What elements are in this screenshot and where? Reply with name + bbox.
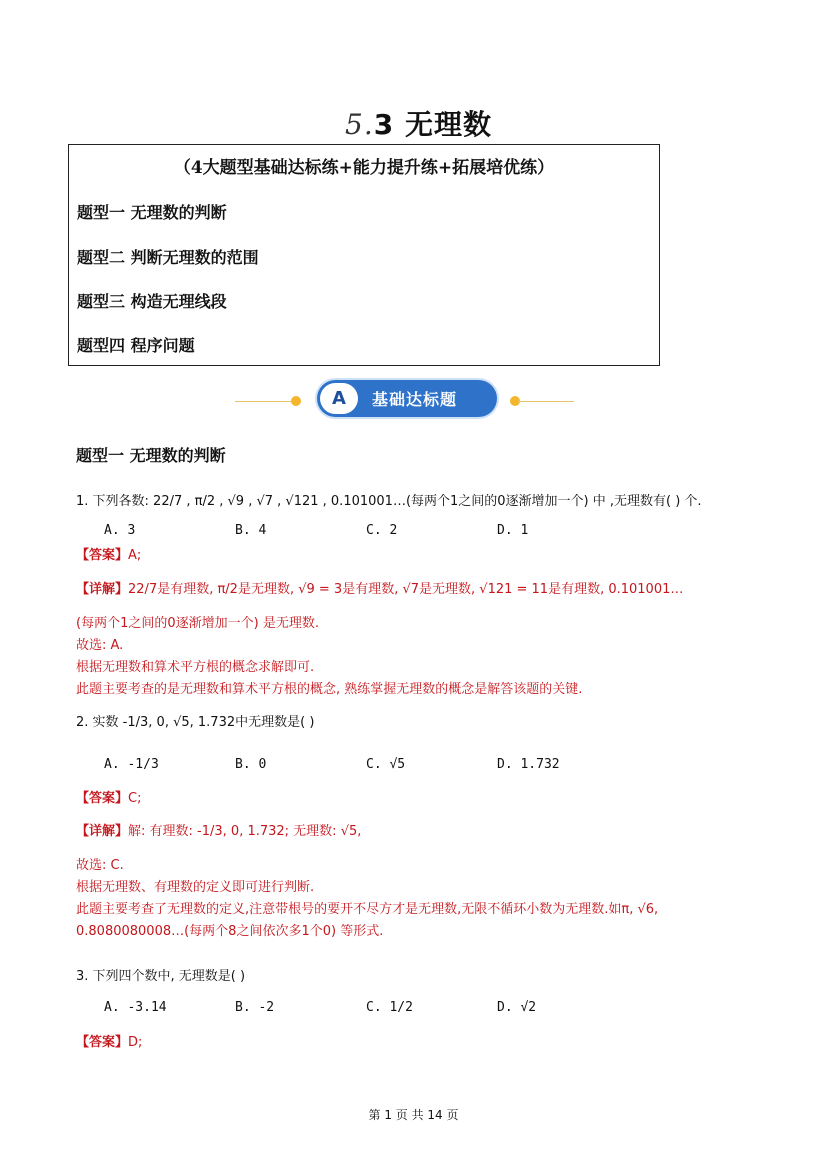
q2-note-1: 根据无理数、有理数的定义即可进行判断. (76, 880, 315, 895)
q2-stem: 2. 实数 -1/3, 0, √5, 1.732中无理数是( ) (76, 715, 315, 730)
q2-note-3: 0.8080080008…(每两个8之间依次多1个0) 等形式. (76, 924, 384, 939)
q1-option-c: C. 2 (366, 523, 398, 538)
q1-detail: 【详解】22/7是有理数, π/2是无理数, √9 = 3是有理数, √7是无理数, √121 = 11是有理数, 0.101001… (76, 582, 684, 597)
q2-option-b: B. 0 (235, 757, 267, 772)
summary-type-1: 题型一 无理数的判断 (77, 203, 227, 222)
q2-option-a: A. -1/3 (104, 757, 159, 772)
q3-stem: 3. 下列四个数中, 无理数是( ) (76, 969, 246, 984)
section-banner (317, 380, 497, 417)
q1-note-1: 根据无理数和算术平方根的概念求解即可. (76, 660, 315, 675)
summary-box (68, 144, 660, 366)
q3-option-d: D. √2 (497, 1000, 537, 1015)
q1-option-a: A. 3 (104, 523, 136, 538)
summary-type-2: 题型二 判断无理数的范围 (77, 248, 259, 267)
summary-type-3: 题型三 构造无理线段 (77, 292, 227, 311)
q3-option-a: A. -3.14 (104, 1000, 167, 1015)
q1-note-2: 此题主要考查的是无理数和算术平方根的概念, 熟练掌握无理数的概念是解答该题的关键. (76, 682, 583, 697)
page-footer: 第 1 页 共 14 页 (368, 1108, 459, 1122)
page-title: 5.3 无理数 (345, 108, 492, 141)
q1-choose: 故选: A. (76, 638, 124, 653)
q3-answer: 【答案】D; (76, 1035, 143, 1050)
q1-detail-cont: (每两个1之间的0逐渐增加一个) 是无理数. (76, 616, 319, 631)
q1-option-d: D. 1 (497, 523, 529, 538)
banner-dot-left (291, 396, 301, 406)
banner-letter: A (320, 383, 358, 414)
q2-answer: 【答案】C; (76, 791, 142, 806)
section-heading: 题型一 无理数的判断 (76, 446, 226, 465)
summary-type-4: 题型四 程序问题 (77, 336, 195, 355)
q2-option-c: C. √5 (366, 757, 406, 772)
banner-label: 基础达标题 (372, 390, 458, 409)
q2-note-2: 此题主要考查了无理数的定义,注意带根号的要开不尽方才是无理数,无限不循环小数为无理数.如π, √6, (76, 902, 659, 917)
q3-option-c: C. 1/2 (366, 1000, 413, 1015)
q2-choose: 故选: C. (76, 858, 124, 873)
q1-answer: 【答案】A; (76, 548, 142, 563)
q1-stem: 1. 下列各数: 22/7 , π/2 , √9 , √7 , √121 , 0.101001…(每两个1之间的0逐渐增加一个) 中 ,无理数有( ) 个. (76, 494, 702, 509)
banner-line-right (518, 401, 574, 402)
q2-detail: 【详解】解: 有理数: -1/3, 0, 1.732; 无理数: √5, (76, 824, 362, 839)
q3-option-b: B. -2 (235, 1000, 275, 1015)
q1-option-b: B. 4 (235, 523, 267, 538)
q2-option-d: D. 1.732 (497, 757, 560, 772)
summary-subtitle: （4大题型基础达标练+能力提升练+拓展培优练） (173, 158, 555, 178)
banner-line-left (235, 401, 297, 402)
